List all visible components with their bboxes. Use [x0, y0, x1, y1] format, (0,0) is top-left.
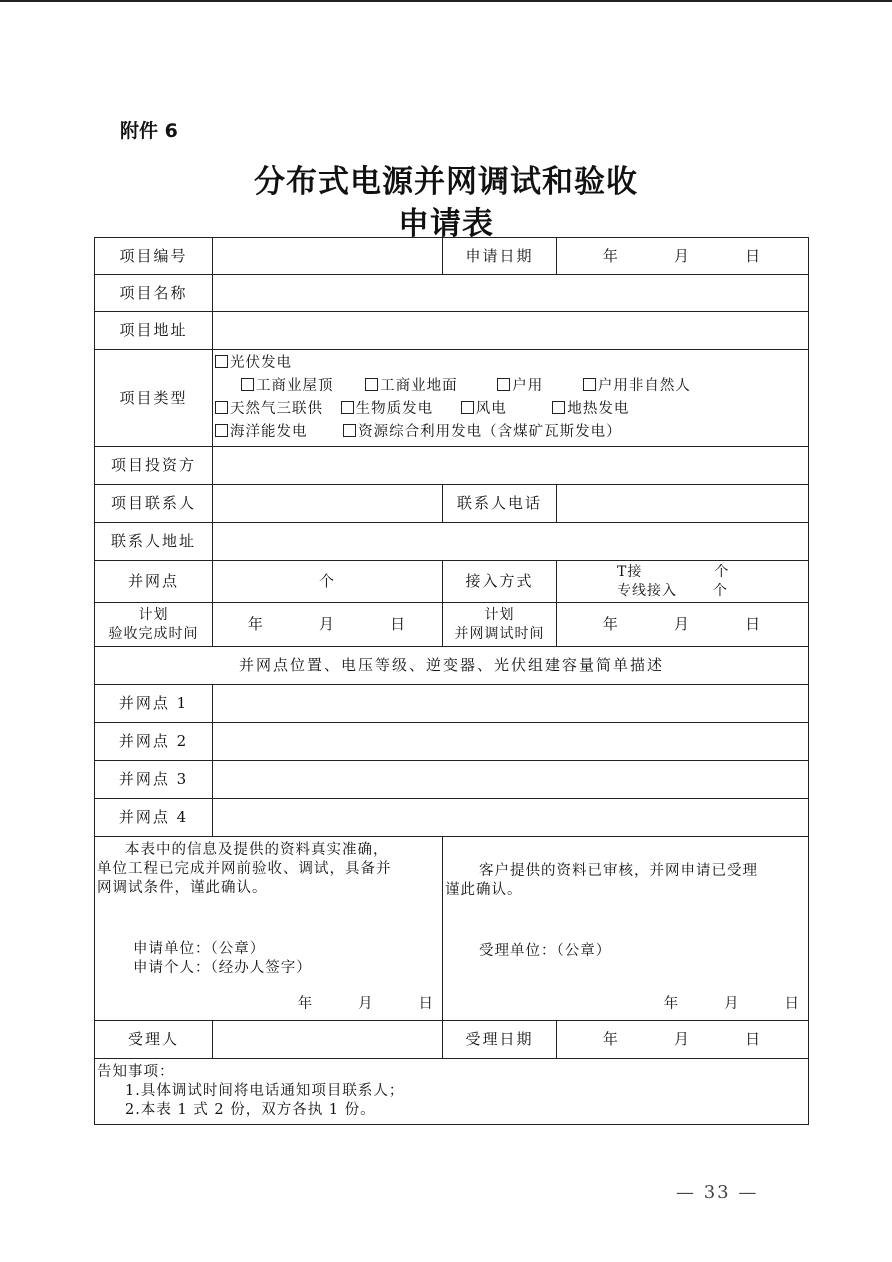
investor-label: 项目投资方: [95, 447, 213, 485]
checkbox-household[interactable]: [497, 378, 543, 394]
checkbox-icon: [215, 401, 228, 414]
notice-title: 告知事项：: [97, 1064, 175, 1080]
description-header: 并网点位置、电压等级、逆变器、光伏组建容量简单描述: [95, 647, 809, 685]
year-label: 年: [297, 996, 314, 1012]
row-point-3: [95, 761, 809, 799]
plan-accept-label: [95, 603, 213, 647]
grid-point-label: 并网点: [95, 561, 213, 603]
row-project-type: [95, 350, 809, 447]
year-label: 年: [663, 996, 680, 1012]
contact-person-label: 项目联系人: [95, 485, 213, 523]
project-type-options: [213, 350, 809, 447]
plan-accept-label-line1: 计划: [138, 606, 169, 623]
point-1-label: 并网点 1: [95, 685, 213, 723]
decl-left-line2: 单位工程已完成并网前验收、调试，具备并: [97, 861, 392, 877]
row-notice: [95, 1059, 809, 1125]
option-label: 光伏发电: [230, 355, 292, 371]
page-subtitle: 申请表: [398, 206, 494, 242]
project-number-label: 项目编号: [95, 238, 213, 275]
checkbox-ocean[interactable]: [215, 424, 308, 440]
project-name-field[interactable]: [213, 275, 809, 312]
point-4-field[interactable]: [213, 799, 809, 837]
plan-accept-date-field[interactable]: [213, 603, 443, 647]
grid-point-count-field[interactable]: [213, 561, 443, 603]
row-declaration: [95, 837, 809, 1021]
t-connect-line: [617, 563, 804, 582]
page-number: — 33 —: [676, 1182, 759, 1203]
checkbox-geothermal[interactable]: [552, 401, 629, 417]
dedicated-label: 专线接入: [617, 582, 677, 599]
month-label: 月: [673, 246, 691, 265]
option-label: 工商业地面: [380, 378, 458, 394]
decl-right-line2: 谨此确认。: [445, 882, 523, 898]
project-name-label: 项目名称: [95, 275, 213, 312]
contact-address-field[interactable]: [213, 523, 809, 561]
access-method-options[interactable]: [557, 561, 809, 603]
type-line-pv: [215, 352, 806, 375]
row-point-1: [95, 685, 809, 723]
option-label: 地热发电: [567, 401, 630, 417]
option-label: 户用非自然人: [597, 378, 691, 394]
checkbox-icon: [552, 401, 565, 414]
point-4-label: 并网点 4: [95, 799, 213, 837]
type-line-pv-sub: [215, 375, 806, 398]
checkbox-gas-cchp[interactable]: [215, 401, 323, 417]
day-label: 日: [418, 996, 434, 1012]
option-label: 海洋能发电: [230, 424, 308, 440]
contact-address-label: 联系人地址: [95, 523, 213, 561]
day-label: 日: [390, 615, 408, 633]
checkbox-commercial-ground[interactable]: [365, 378, 458, 394]
checkbox-pv[interactable]: [215, 355, 292, 371]
option-label: 工商业屋顶: [256, 378, 334, 394]
point-2-field[interactable]: [213, 723, 809, 761]
row-grid-point: [95, 561, 809, 603]
point-3-field[interactable]: [213, 761, 809, 799]
year-label: 年: [602, 246, 620, 265]
application-form-table: [94, 237, 809, 1125]
option-label: 资源综合利用发电（含煤矿瓦斯发电）: [358, 424, 622, 440]
row-contact-address: [95, 523, 809, 561]
month-label: 月: [358, 996, 374, 1012]
plan-debug-date-field[interactable]: [557, 603, 809, 647]
row-point-2: [95, 723, 809, 761]
page-title: 分布式电源并网调试和验收: [254, 164, 638, 200]
checkbox-commercial-roof[interactable]: [241, 378, 334, 394]
top-border-line: [0, 0, 892, 2]
applicant-unit-seal[interactable]: 申请单位：（公章）: [133, 941, 266, 957]
accept-sign-date[interactable]: [664, 995, 800, 1014]
year-label: 年: [602, 615, 620, 633]
t-connect-label: T接: [617, 563, 643, 580]
checkbox-household-non-natural[interactable]: [583, 378, 691, 394]
option-label: 生物质发电: [355, 401, 434, 417]
year-label: 年: [602, 1030, 620, 1048]
acceptor-label: 受理人: [95, 1021, 213, 1059]
checkbox-resource-utilization[interactable]: [343, 424, 622, 440]
contact-phone-label: 联系人电话: [443, 485, 557, 523]
row-acceptor: [95, 1021, 809, 1059]
dedicated-line: [617, 582, 804, 601]
contact-person-field[interactable]: [213, 485, 443, 523]
plan-debug-label-line1: 计划: [484, 606, 515, 623]
annex-label: 附件 6: [120, 120, 178, 142]
checkbox-icon: [497, 378, 510, 391]
point-2-label: 并网点 2: [95, 723, 213, 761]
row-contact: [95, 485, 809, 523]
checkbox-icon: [241, 378, 254, 391]
notice-item-1: 1.具体调试时间将电话通知项目联系人；: [125, 1083, 405, 1099]
investor-field[interactable]: [213, 447, 809, 485]
checkbox-wind[interactable]: [461, 401, 507, 417]
day-label: 日: [784, 996, 800, 1012]
accept-date-label: 受理日期: [443, 1021, 557, 1059]
project-address-label: 项目地址: [95, 312, 213, 350]
access-method-label: 接入方式: [443, 561, 557, 603]
apply-date-field[interactable]: [557, 238, 809, 275]
applicant-person-sign[interactable]: 申请个人：（经办人签字）: [133, 960, 312, 976]
checkbox-icon: [461, 401, 474, 414]
unit-label: 个: [713, 582, 728, 599]
row-project-number: [95, 238, 809, 275]
month-label: 月: [673, 1030, 691, 1048]
acceptor-declaration: [443, 837, 809, 1021]
notice-item-2: 2.本表 1 式 2 份，双方各执 1 份。: [125, 1102, 376, 1118]
checkbox-icon: [343, 424, 356, 437]
month-label: 月: [318, 615, 336, 633]
row-planned-times: [95, 603, 809, 647]
day-label: 日: [745, 1030, 763, 1048]
day-label: 日: [745, 615, 763, 633]
apply-date-label: 申请日期: [443, 238, 557, 275]
row-point-4: [95, 799, 809, 837]
checkbox-icon: [341, 401, 354, 414]
year-label: 年: [247, 615, 265, 633]
option-label: 户用: [512, 378, 544, 394]
month-label: 月: [724, 996, 740, 1012]
decl-right-line1: 客户提供的资料已审核，并网申请已受理: [479, 863, 758, 879]
applicant-date[interactable]: [298, 995, 434, 1014]
project-type-label: 项目类型: [95, 350, 213, 447]
project-number-field[interactable]: [213, 238, 443, 275]
point-1-field[interactable]: [213, 685, 809, 723]
acceptor-field[interactable]: [213, 1021, 443, 1059]
row-description-header: [95, 647, 809, 685]
decl-left-line1: 本表中的信息及提供的资料真实准确，: [125, 842, 389, 858]
row-project-address: [95, 312, 809, 350]
month-label: 月: [673, 615, 691, 633]
row-project-name: [95, 275, 809, 312]
notice-section: [95, 1059, 809, 1125]
accept-unit-seal[interactable]: 受理单位：（公章）: [479, 943, 612, 959]
checkbox-icon: [583, 378, 596, 391]
point-3-label: 并网点 3: [95, 761, 213, 799]
contact-phone-field[interactable]: [557, 485, 809, 523]
option-label: 天然气三联供: [230, 401, 323, 417]
row-investor: [95, 447, 809, 485]
unit-label: 个: [318, 572, 336, 590]
plan-debug-label-line2: 并网调试时间: [454, 625, 545, 642]
accept-date-field[interactable]: [557, 1021, 809, 1059]
plan-accept-label-line2: 验收完成时间: [108, 625, 199, 642]
type-line-row3: [215, 421, 806, 444]
checkbox-icon: [215, 424, 228, 437]
project-address-field[interactable]: [213, 312, 809, 350]
day-label: 日: [745, 246, 763, 265]
plan-debug-label: [443, 603, 557, 647]
checkbox-icon: [215, 355, 228, 368]
type-line-row2: [215, 398, 806, 421]
decl-left-line3: 网调试条件，谨此确认。: [97, 880, 268, 896]
unit-label: 个: [714, 563, 730, 580]
checkbox-icon: [365, 378, 378, 391]
applicant-declaration: [95, 837, 443, 1021]
option-label: 风电: [475, 401, 507, 417]
checkbox-biomass[interactable]: [341, 401, 434, 417]
